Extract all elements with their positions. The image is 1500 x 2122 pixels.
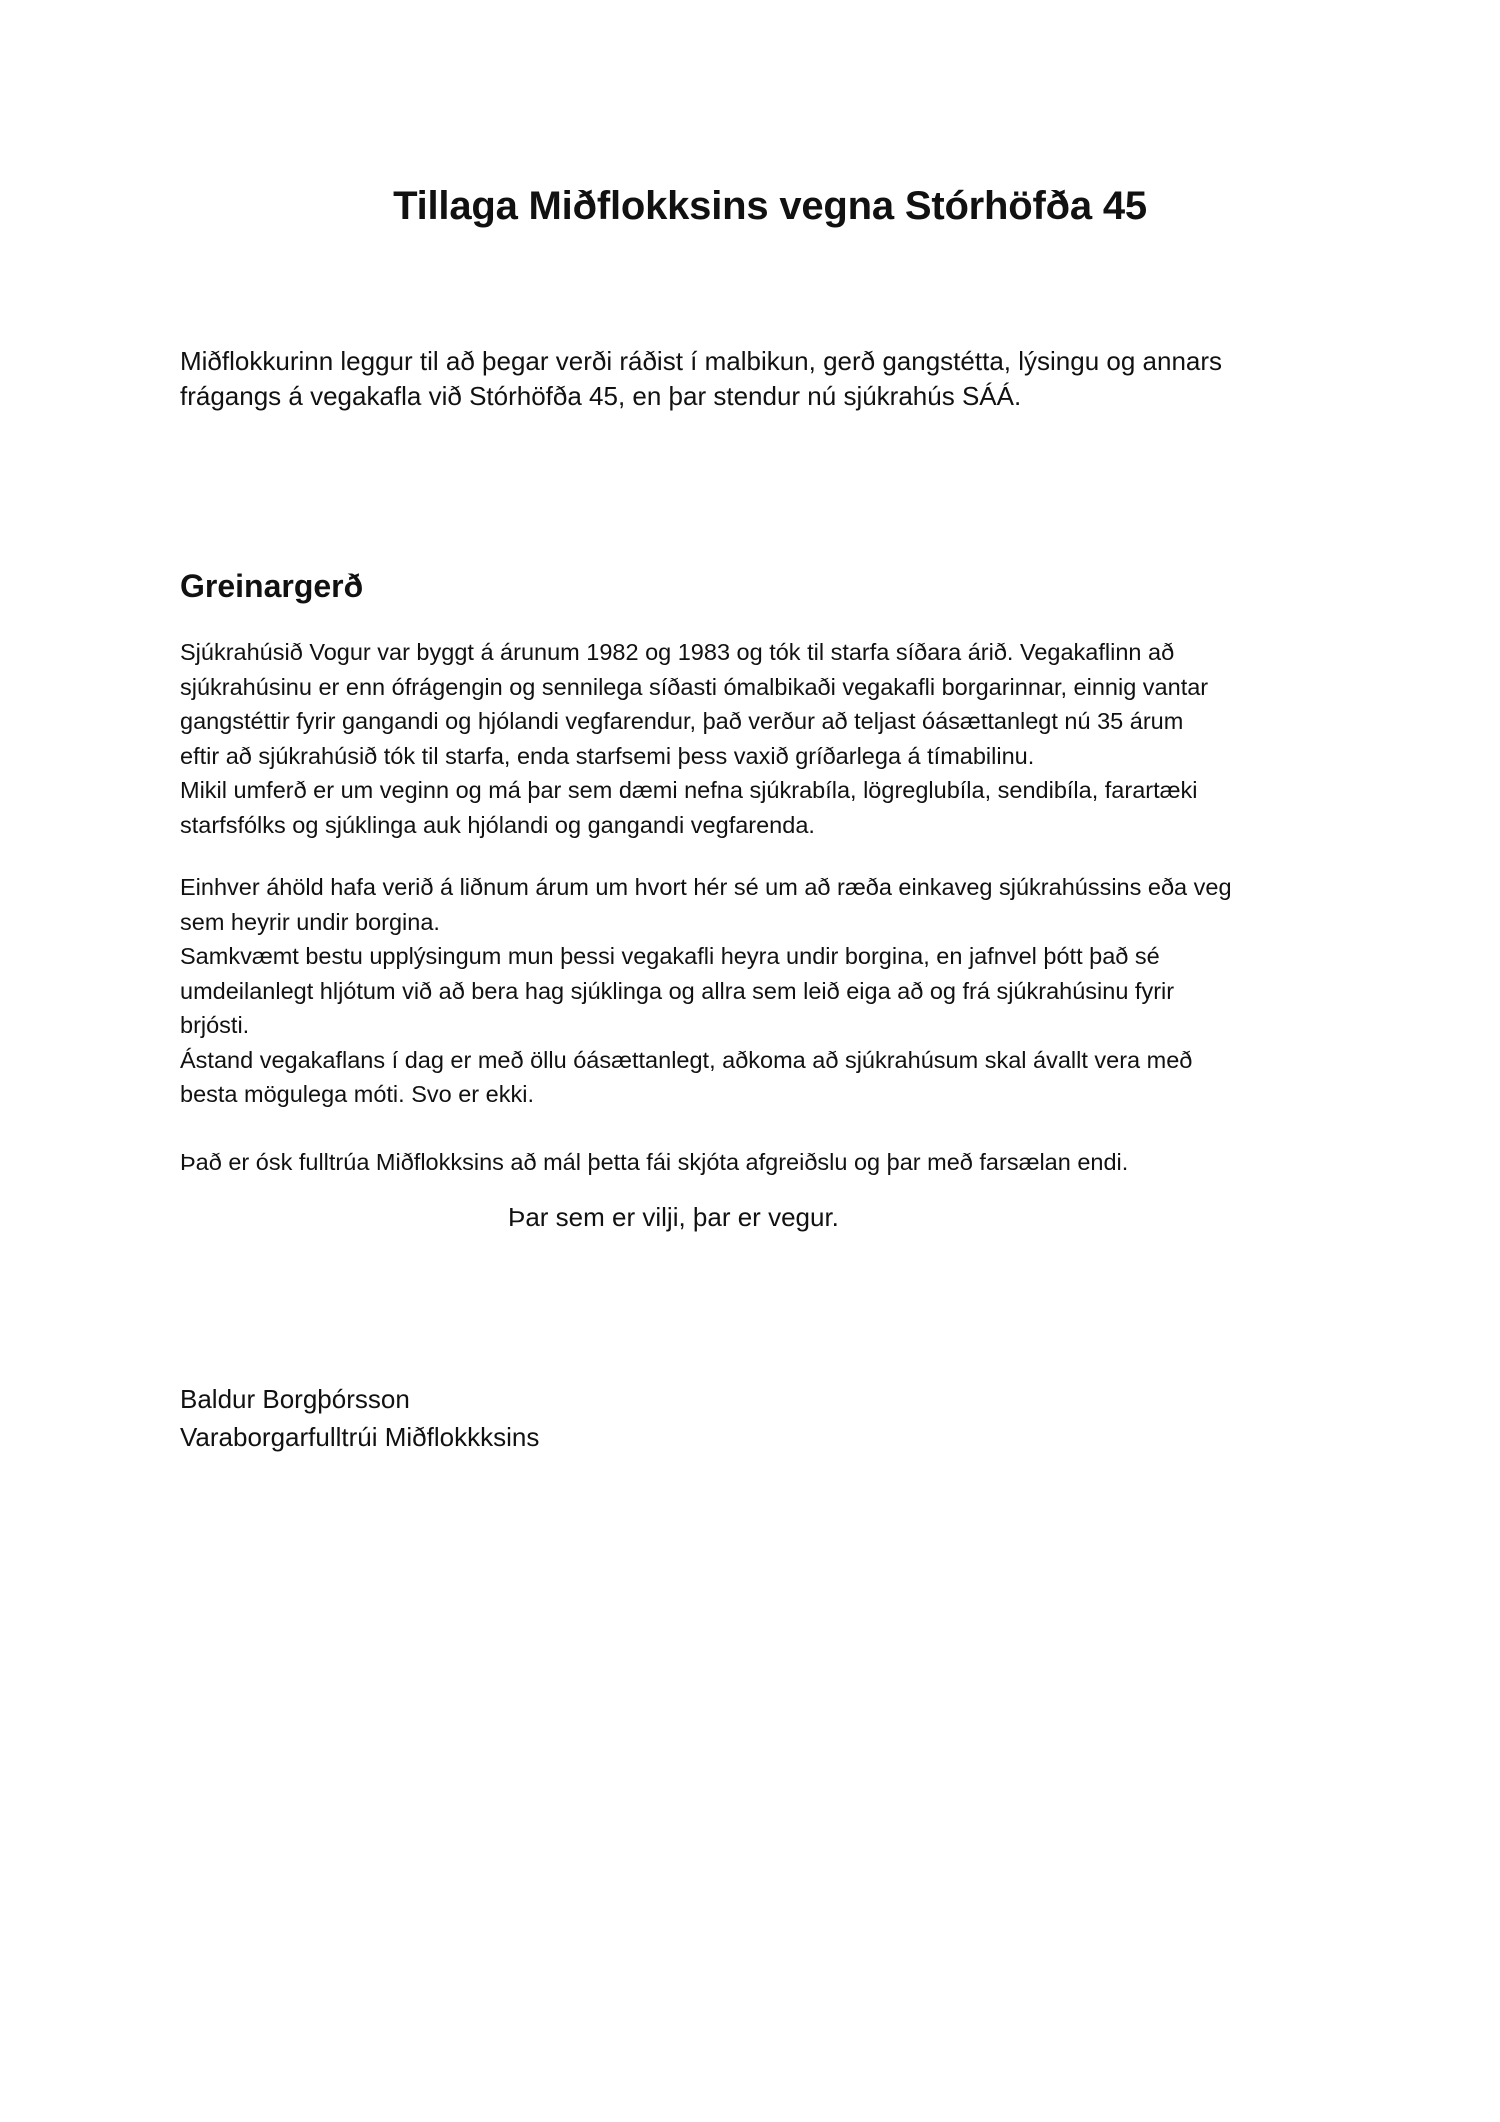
signature-name: Baldur Borgþórsson [180,1384,410,1414]
text-line: brjósti. [180,1012,250,1038]
body-paragraph-3 [180,1145,1340,1180]
motto: Þar sem er vilji, þar er vegur. [508,1202,839,1232]
text-line: sjúkrahúsinu er enn ófrágengin og sennilega síðasti ómalbikaði vegakafli borgarinnar, einnig vantar [180,673,1209,700]
text-line: gangstéttir fyrir gangandi og hjólandi vegfarendur, það verður að teljast óásættanlegt nú 35 árum [180,708,1184,734]
signature-role: Varaborgarfulltrúi Miðflokkksins [180,1422,540,1452]
text-line: Mikil umferð er um veginn og má þar sem dæmi nefna sjúkrabíla, lögreglubíla, sendibíla, farartæki [180,777,1198,803]
text-line: umdeilanlegt hljótum við að bera hag sjúklinga og allra sem leið eiga að og frá sjúkrahúsinu fyrir [180,977,1175,1004]
text-line: Samkvæmt bestu upplýsingum mun þessi vegakafli heyra undir borgina, en jafnvel þótt það sé [180,943,1160,969]
document-title: Tillaga Miðflokksins vegna Stórhöfða 45 [393,184,1147,228]
text-line: Einhver áhöld hafa verið á liðnum árum um hvort hér sé um að ræða einkaveg sjúkrahússins eða veg [180,874,1232,900]
text-line: sem heyrir undir borgina. [180,908,440,935]
text-line: eftir að sjúkrahúsið tók til starfa, enda starfsemi þess vaxið gríðarlega á tímabilinu. [180,742,1035,769]
signature-block [180,1380,539,1456]
intro-line: frágangs á vegakafla við Stórhöfða 45, en þar stendur nú sjúkrahús SÁÁ. [180,381,1022,411]
body-paragraph-1 [180,635,1340,842]
intro-line: Miðflokkurinn leggur til að þegar verði ráðist í malbikun, gerð gangstétta, lýsingu og annars [180,346,1223,376]
body-paragraph-2 [180,870,1340,1112]
text-line: starfsfólks og sjúklinga auk hjólandi og gangandi vegfarenda. [180,811,815,838]
intro-paragraph [180,344,1340,414]
text-line: Það er ósk fulltrúa Miðflokksins að mál þetta fái skjóta afgreiðslu og þar með farsælan endi. [180,1149,1129,1175]
text-line: besta mögulega móti. Svo er ekki. [180,1081,534,1107]
text-line: Sjúkrahúsið Vogur var byggt á árunum 1982 og 1983 og tók til starfa síðara árið. Vegakaflinn að [180,639,1175,665]
section-heading: Greinargerð [180,568,364,604]
text-line: Ástand vegakaflans í dag er með öllu óásættanlegt, aðkoma að sjúkrahúsum skal ávallt vera með [180,1046,1193,1073]
